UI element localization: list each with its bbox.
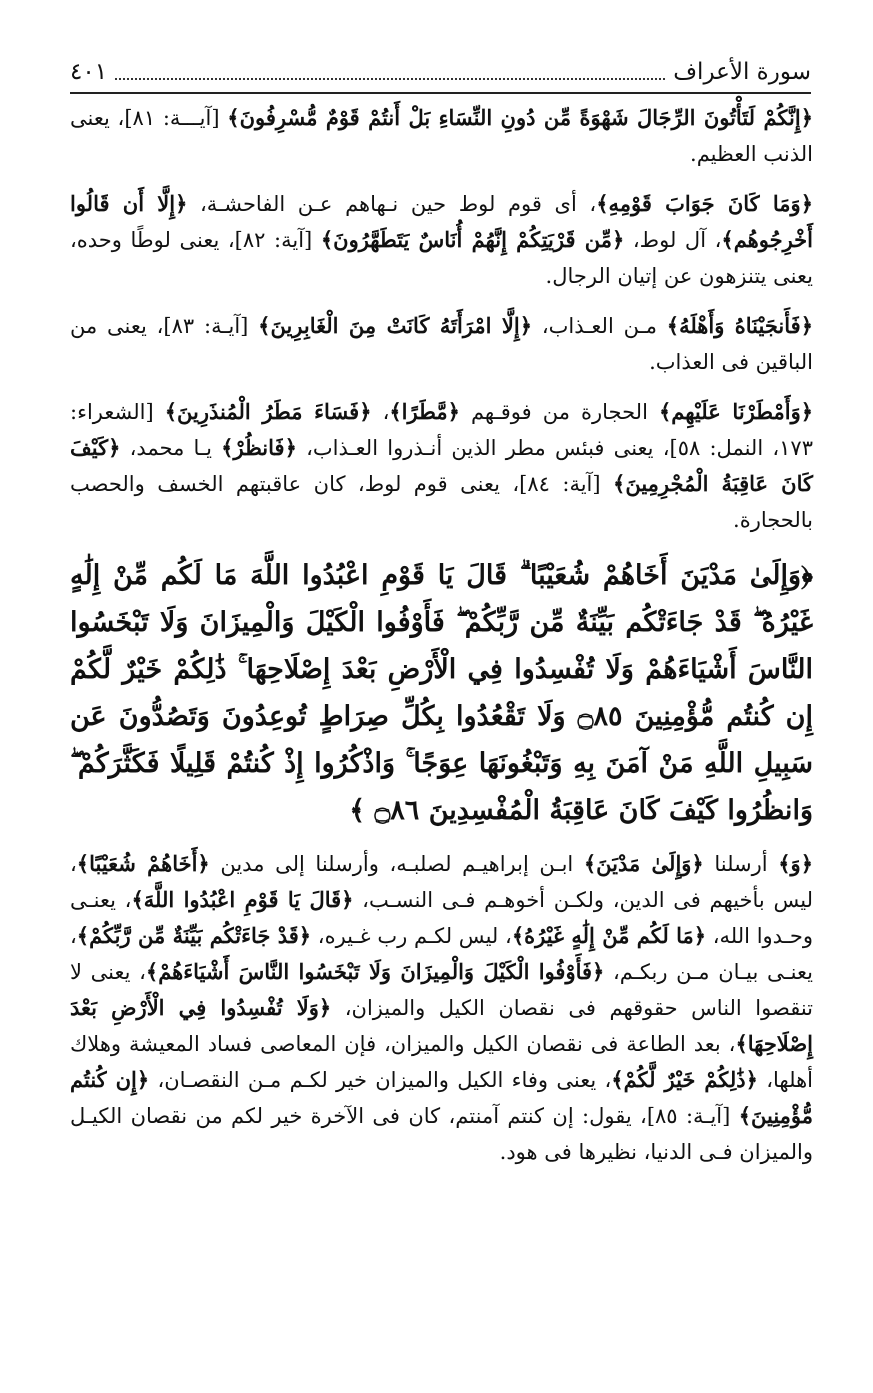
- quran-quote: ﴿فَانظُرْ﴾: [221, 435, 297, 460]
- quran-quote: ﴿فَأَنجَيْنَاهُ وَأَهْلَهُ﴾: [666, 313, 813, 338]
- commentary-text: ، أى قوم لوط حين نـهاهم عـن الفاحشـة،: [187, 192, 597, 216]
- commentary-text: ، بعد الطاعة فى نقصان الكيل والميزان، فإن المعاصى فساد المعيشة وهلاك أهلها،: [70, 1032, 813, 1092]
- quran-quote: ﴿إِن كُنتُم مُّؤْمِنِينَ﴾: [70, 1067, 813, 1128]
- quran-quote: ﴿وَأَمْطَرْنَا عَلَيْهِم﴾: [658, 399, 814, 424]
- quran-quote: ﴿قَالَ يَا قَوْمِ اعْبُدُوا اللَّهَ﴾: [131, 887, 354, 912]
- commentary-text: [آية: ٨٤]، يعنى قوم لوط، كان عاقبتهم الخسف والحصب بالحجارة.: [70, 472, 813, 532]
- commentary-text: يـا محمد،: [120, 436, 222, 460]
- quran-verse-block: [70, 552, 813, 834]
- commentary-text: ، يعنـى بيـان مـن ربكـم،: [70, 924, 813, 984]
- commentary-paragraph: [70, 100, 813, 172]
- commentary-paragraph: [70, 846, 813, 1170]
- quran-quote: ﴿إِنَّكُمْ لَتَأْتُونَ الرِّجَالَ شَهْوَةً مِّن دُونِ النِّسَاءِ بَلْ أَنتُمْ قَوْمٌ مُّسْرِفُونَ﴾: [227, 105, 814, 130]
- commentary-text: ، آل لوط،: [624, 228, 722, 252]
- commentary-text: [آيـة: ٨٣]، يعنى من الباقين فى العذاب.: [70, 314, 813, 374]
- quran-quote: ﴿أَخَاهُمْ شُعَيْبًا﴾: [76, 851, 210, 876]
- commentary-text: ﴾: [349, 795, 375, 826]
- commentary-paragraph: [70, 308, 813, 380]
- quran-quote: ﴿مَا لَكُم مِّنْ إِلَٰهٍ غَيْرُهُ﴾: [511, 923, 707, 948]
- quran-quote: ﴿فَأَوْفُوا الْكَيْلَ وَالْمِيزَانَ وَلَا تَبْخَسُوا النَّاسَ أَشْيَاءَهُمْ﴾: [145, 959, 605, 984]
- quran-quote: ﴿وَ﴾: [778, 851, 814, 876]
- commentary-text: ، يعنى لا تنقصوا الناس حقوقهم فى نقصان الكيل والميزان،: [70, 960, 813, 1020]
- commentary-text: ،: [371, 400, 390, 424]
- commentary-paragraph: [70, 186, 813, 294]
- verse-number-ornament: ۝٨٥: [577, 701, 623, 732]
- commentary-text: [آيـــة: ٨١]، يعنى الذنب العظيم.: [70, 106, 813, 166]
- commentary-text: أرسلنا: [703, 852, 779, 876]
- quran-quote: ﴿إِلَّا امْرَأَتَهُ كَانَتْ مِنَ الْغَابِرِينَ﴾: [258, 313, 533, 338]
- commentary-text: ، ليس لكـم رب غـيره،: [311, 924, 512, 948]
- running-header: [70, 52, 811, 94]
- page-number: ٤٠١: [70, 59, 108, 85]
- commentary-text: [الشعراء: ١٧٣، النمل: ٥٨]، يعنى فبئس مطر الذين أنـذروا العـذاب،: [70, 400, 813, 460]
- quran-quote: ﴿قَدْ جَاءَتْكُم بَيِّنَةٌ مِّن رَّبِّكُمْ﴾: [76, 923, 312, 948]
- commentary-text: [آية: ٨٢]، يعنى لوطًا وحده، يعنى يتنزهون عن إتيان الرجال.: [70, 228, 813, 288]
- quran-quote: ﴿مَّطَرًا﴾: [389, 399, 460, 424]
- verse-number-ornament: ۝٨٦: [374, 795, 420, 826]
- commentary-text: ، ليس بأخيهم فى الدين، ولكـن أخوهـم فـى النسـب،: [70, 852, 813, 912]
- header-leader-dots: [115, 64, 665, 80]
- quran-quote: ﴿وَلَا تُفْسِدُوا فِي الْأَرْضِ بَعْدَ إِصْلَاحِهَا﴾: [70, 995, 813, 1056]
- commentary-text: ، يعنى وفاء الكيل والميزان خير لكـم مـن النقصـان،: [149, 1068, 612, 1092]
- commentary-text: مـن العـذاب،: [532, 314, 667, 338]
- quran-quote: ﴿فَسَاءَ مَطَرُ الْمُنذَرِينَ﴾: [164, 399, 372, 424]
- surah-title: سورة الأعراف: [673, 59, 811, 85]
- commentary-text: ، يعنـى وحـدوا الله،: [70, 888, 813, 948]
- commentary-text: ﴿وَإِلَىٰ مَدْيَنَ أَخَاهُمْ شُعَيْبًا ۗ قَالَ يَا قَوْمِ اعْبُدُوا اللَّهَ مَا لَكُم مِّنْ إِلَٰهٍ غَيْرُهُ ۖ قَدْ جَاءَتْكُم بَيِّنَةٌ مِّن رَّبِّكُمْ ۖ فَأَوْفُوا الْكَيْلَ وَالْمِيزَانَ وَلَا تَبْخَسُوا النَّاسَ أَشْيَاءَهُمْ وَلَا تُفْسِدُوا فِي الْأَرْضِ بَعْدَ إِصْلَاحِهَا ۚ ذَٰلِكُمْ خَيْرٌ لَّكُمْ إِن كُنتُم مُّؤْمِنِينَ: [70, 560, 813, 732]
- quran-quote: ﴿كَيْفَ كَانَ عَاقِبَةُ الْمُجْرِمِينَ﴾: [70, 435, 813, 496]
- commentary-text: [آيـة: ٨٥]، يقول: إن كنتم آمنتم، كان فى الآخرة خير لكم من نقصان الكيـل والميزان فـى الدنيا، نظيرها فى هود.: [70, 1104, 813, 1164]
- quran-quote: ﴿إِلَّا أَن قَالُوا أَخْرِجُوهُم﴾: [70, 191, 813, 252]
- quran-quote: ﴿وَمَا كَانَ جَوَابَ قَوْمِهِ﴾: [596, 191, 814, 216]
- page-body: [70, 100, 813, 1184]
- commentary-text: وَلَا تَقْعُدُوا بِكُلِّ صِرَاطٍ تُوعِدُونَ وَتَصُدُّونَ عَن سَبِيلِ اللَّهِ مَنْ آمَنَ بِهِ وَتَبْغُونَهَا عِوَجًا ۚ وَاذْكُرُوا إِذْ كُنتُمْ قَلِيلًا فَكَثَّرَكُمْ ۖ وَانظُرُوا كَيْفَ كَانَ عَاقِبَةُ الْمُفْسِدِينَ: [70, 701, 813, 826]
- commentary-paragraph: [70, 394, 813, 538]
- quran-quote: ﴿ذَٰلِكُمْ خَيْرٌ لَّكُمْ﴾: [611, 1067, 758, 1092]
- quran-quote: ﴿مِّن قَرْيَتِكُمْ إِنَّهُمْ أُنَاسٌ يَتَطَهَّرُونَ﴾: [320, 227, 625, 252]
- quran-quote: ﴿وَإِلَىٰ مَدْيَنَ﴾: [583, 851, 704, 876]
- commentary-text: الحجارة من فوقـهم: [459, 400, 659, 424]
- commentary-text: ابـن إبراهيـم لصلبـه، وأرسلنا إلى مدين: [209, 852, 584, 876]
